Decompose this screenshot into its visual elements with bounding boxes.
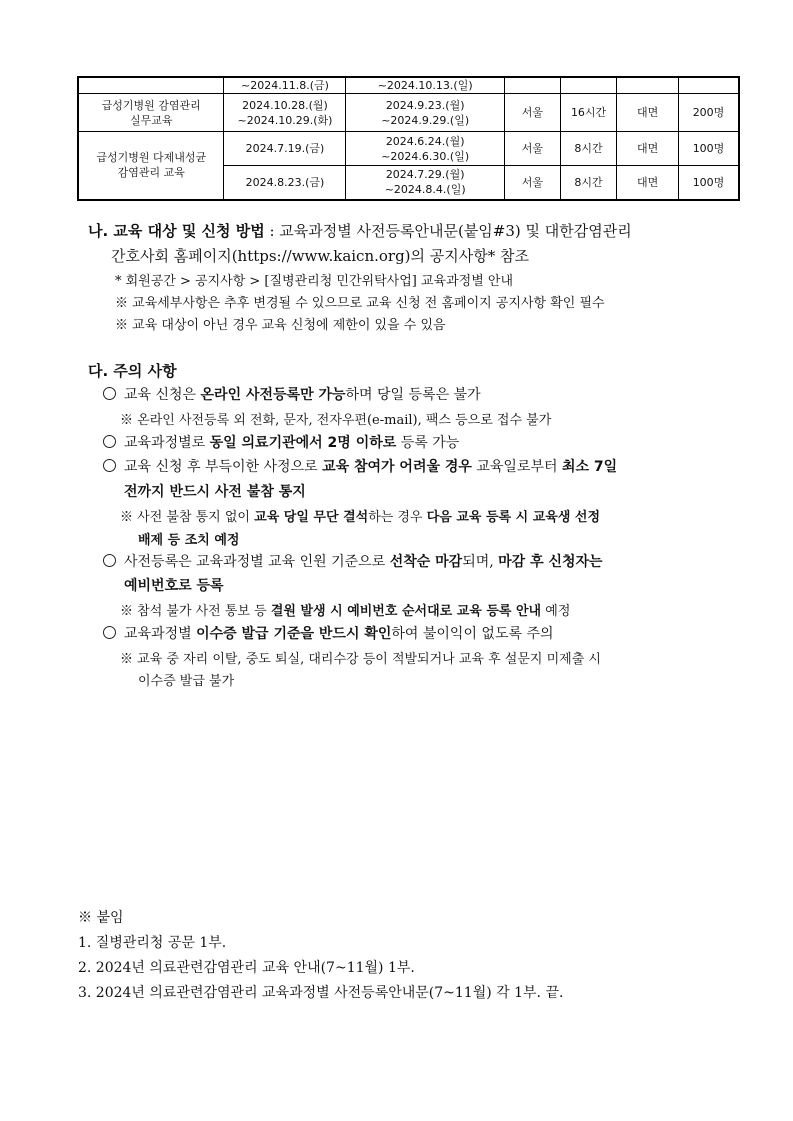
table-cell-hours: 16시간	[560, 94, 616, 132]
circle-bullet-icon	[103, 435, 116, 448]
circle-bullet-icon	[103, 554, 116, 567]
table-cell	[504, 77, 560, 94]
list-item-note: ※ 교육 중 자리 이탈, 중도 퇴실, 대리수강 등이 적발되거나 교육 후 설문지 미제출 시	[120, 652, 601, 667]
table-cell-registration: 2024.7.29.(월) ~2024.8.4.(일)	[346, 166, 504, 200]
list-item: 교육과정별 이수증 발급 기준을 반드시 확인하여 불이익이 없도록 주의	[103, 623, 554, 643]
section-na-line2: 간호사회 홈페이지(https://www.kaicn.org)의 공지사항* 참조	[111, 247, 530, 265]
table-cell	[78, 77, 224, 94]
attachment-item: 3. 2024년 의료관련감염관리 교육과정별 사전등록안내문(7~11월) 각 1부. 끝.	[78, 985, 564, 1001]
table-cell-date: 2024.7.19.(금)	[224, 132, 346, 166]
table-cell-location: 서울	[504, 166, 560, 200]
section-na-heading: 나. 교육 대상 및 신청 방법	[88, 222, 265, 240]
table-cell-course: 급성기병원 감염관리 실무교육	[78, 94, 224, 132]
list-item: 교육 신청 후 부득이한 사정으로 교육 참여가 어려울 경우 교육일로부터 최소 7일	[103, 456, 617, 476]
table-cell-mode: 대면	[617, 94, 679, 132]
list-item: 사전등록은 교육과정별 교육 인원 기준으로 선착순 마감되며, 마감 후 신청자는	[103, 551, 603, 571]
list-item-continued: 전까지 반드시 사전 불참 통지	[124, 484, 306, 500]
attachment-item: 2. 2024년 의료관련감염관리 교육 안내(7~11월) 1부.	[78, 960, 415, 976]
circle-bullet-icon	[103, 626, 116, 639]
table-cell-registration: 2024.9.23.(월) ~2024.9.29.(일)	[346, 94, 504, 132]
table-cell-mode: 대면	[617, 132, 679, 166]
table-cell-mode: 대면	[617, 166, 679, 200]
section-na-note: * 회원공간 > 공지사항 > [질병관리청 민간위탁사업] 교육과정별 안내	[115, 274, 513, 289]
table-cell-course: 급성기병원 다제내성균 감염관리 교육	[78, 132, 224, 200]
table-cell-location: 서울	[504, 132, 560, 166]
table-cell-hours: 8시간	[560, 166, 616, 200]
table-cell: ~2024.10.13.(일)	[346, 77, 504, 94]
section-na-line1: 나. 교육 대상 및 신청 방법 : 교육과정별 사전등록안내문(붙임#3) 및 대한감염관리	[88, 222, 632, 240]
table-cell-registration: 2024.6.24.(월) ~2024.6.30.(일)	[346, 132, 504, 166]
table-cell	[617, 77, 679, 94]
table-row	[78, 94, 739, 132]
table-cell-location: 서울	[504, 94, 560, 132]
table-row	[78, 77, 739, 94]
attachment-item: 1. 질병관리청 공문 1부.	[78, 935, 227, 951]
list-item-note: ※ 사전 불참 통지 없이 교육 당일 무단 결석하는 경우 다음 교육 등록 시 교육생 선정	[120, 510, 601, 525]
section-da-heading: 다. 주의 사항	[88, 362, 177, 380]
section-na-note: ※ 교육세부사항은 추후 변경될 수 있으므로 교육 신청 전 홈페이지 공지사항 확인 필수	[115, 296, 605, 311]
list-item: 교육 신청은 온라인 사전등록만 가능하며 당일 등록은 불가	[103, 384, 481, 404]
circle-bullet-icon	[103, 387, 116, 400]
table-cell-date: 2024.10.28.(월) ~2024.10.29.(화)	[224, 94, 346, 132]
section-na-note: ※ 교육 대상이 아닌 경우 교육 신청에 제한이 있을 수 있음	[115, 318, 446, 333]
list-item-continued: 예비번호로 등록	[124, 578, 224, 594]
list-item-note-continued: 배제 등 조치 예정	[138, 533, 240, 548]
table-cell-capacity: 100명	[679, 166, 739, 200]
attachments-title: ※ 붙임	[78, 910, 124, 926]
table-row	[78, 132, 739, 166]
table-cell	[679, 77, 739, 94]
list-item-note: ※ 온라인 사전등록 외 전화, 문자, 전자우편(e-mail), 팩스 등으로 접수 불가	[120, 413, 552, 428]
list-item: 교육과정별로 동일 의료기관에서 2명 이하로 등록 가능	[103, 432, 459, 452]
circle-bullet-icon	[103, 459, 116, 472]
table-cell-hours: 8시간	[560, 132, 616, 166]
table-cell-capacity: 100명	[679, 132, 739, 166]
table-cell-capacity: 200명	[679, 94, 739, 132]
table-cell-date: 2024.8.23.(금)	[224, 166, 346, 200]
table-cell	[560, 77, 616, 94]
schedule-table	[77, 76, 740, 201]
list-item-note-continued: 이수증 발급 불가	[138, 674, 235, 689]
table-cell: ~2024.11.8.(금)	[224, 77, 346, 94]
list-item-note: ※ 참석 불가 사전 통보 등 결원 발생 시 예비번호 순서대로 교육 등록 안내 예정	[120, 604, 571, 619]
